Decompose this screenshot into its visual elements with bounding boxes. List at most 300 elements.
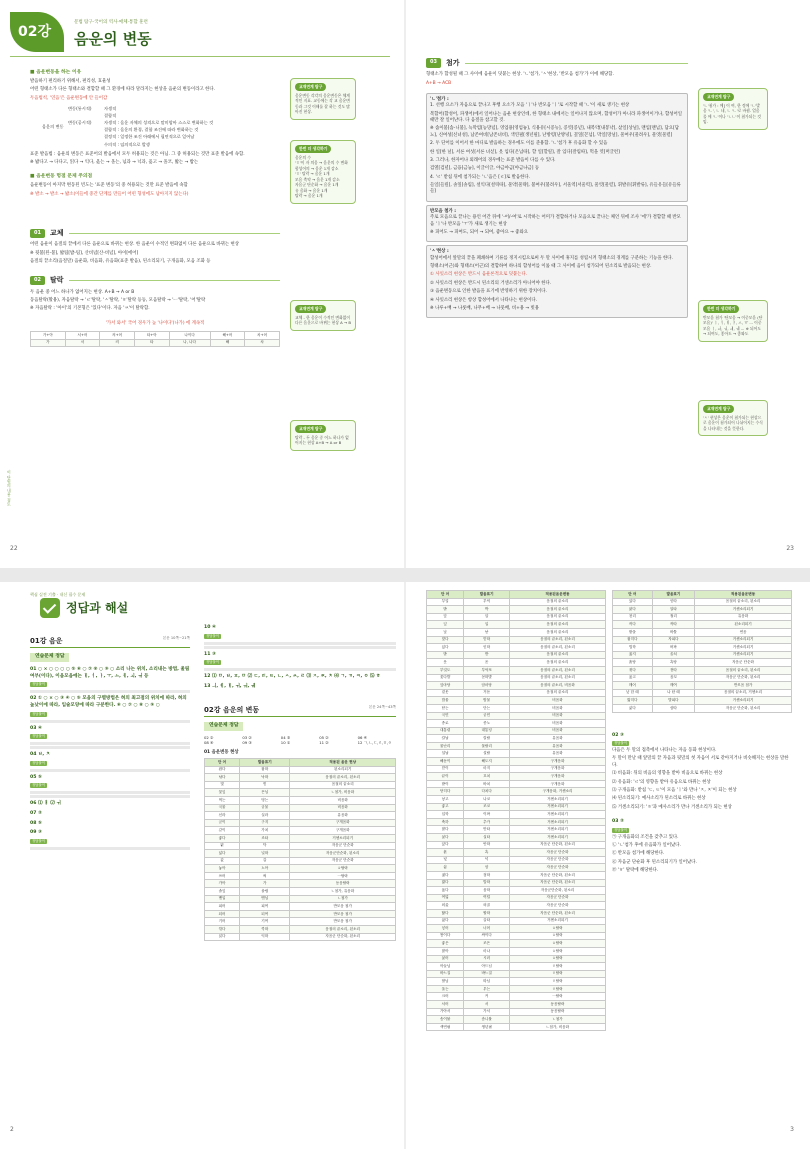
answer-item: 12 ⑴ ㅁ, ㅂ, ㅍ, ㅁ ⑵ ㄷ, ㄸ, ㅌ, ㄴ, ㅅ, ㅆ, ㄹ ⑶ ㅈ, ㅉ, ㅊ ⑷ ㄱ, ㄲ, ㅋ, ㅇ ⑸ ㅎ — [204, 674, 381, 680]
table-cell: 낙따 — [240, 774, 290, 782]
table-cell: 자음군 단순화 — [510, 902, 606, 910]
explanation-tag: 정답풀이 — [614, 741, 628, 746]
table-cell: 생년필 — [464, 1023, 510, 1031]
table-cell: 칼랄 — [464, 735, 510, 743]
explanation-lines — [30, 769, 190, 772]
table-cell: 음절의 끝소리, 된소리 — [695, 666, 792, 674]
table-cell: 음절의 끝소리 — [510, 606, 606, 614]
explanation-lines — [30, 742, 190, 745]
side-note-box — [698, 400, 768, 436]
table-cell: 피어 — [205, 903, 240, 911]
table-cell: 음절의 끝소리, 된소리 — [510, 674, 606, 682]
table-cell: 실라 — [240, 812, 290, 820]
table-row — [427, 636, 606, 644]
table-cell: 구개음화 — [510, 773, 606, 781]
table-cell: ㅎ탈락 — [510, 925, 606, 933]
table-cell: 음절의 끝소리 — [510, 628, 606, 636]
table-cell: 종로 — [427, 720, 464, 728]
table-cell: 거센소리되기 — [510, 818, 606, 826]
grid-answer: 04 ⑤ — [280, 734, 291, 740]
table-cell: 밖 — [427, 606, 464, 614]
table-cell: 넋 — [427, 856, 464, 864]
spread-divider — [0, 568, 810, 582]
table-cell: 아들님 — [427, 963, 464, 971]
table-row — [427, 849, 606, 857]
note-line: 'ㅎ'이 자 의음 → 음운의 수 변화 — [295, 160, 348, 165]
table-row — [427, 985, 606, 993]
table-row — [427, 963, 606, 971]
table-cell: 꼰닙 — [240, 789, 290, 797]
table-cell: 밟다 — [427, 879, 464, 887]
table-cell: 읽다 — [205, 933, 240, 941]
box-line: ② 사잇소리 현상은 반드시 된소리의 거센소리가 아니어야 한다. — [430, 280, 552, 286]
table-cell: 흑탕 — [652, 659, 694, 667]
table-cell: 음절의 끝소리 — [510, 613, 606, 621]
chapter-heading — [204, 705, 396, 717]
table-cell: 솜이불 — [427, 1016, 464, 1024]
box-line: 2. 두 단어를 이어서 한 마디로 발음하는 경우에도 이를 준용함. 'ㄴ'첨가 후 유음화 할 수 있음 — [430, 141, 608, 147]
table-cell: 솜니불 — [464, 1016, 510, 1024]
explanation-line: ⑷ 된소리되기: 예사소리가 된소리로 바뀌는 현상 — [612, 796, 706, 802]
table-row — [427, 1016, 606, 1024]
explanation-tag: 정답풀이 — [614, 827, 628, 832]
table-cell: 부억 — [464, 598, 510, 606]
table-cell: 먹는 — [205, 796, 240, 804]
main-column — [426, 52, 688, 321]
table-cell: 잡다 — [205, 766, 240, 774]
table-cell: 닥 — [240, 842, 290, 850]
box-line: ※ 피어도 → 피여도, 되어 → 되여, 좋아요 → 좋와요 — [430, 229, 528, 235]
table-row — [427, 720, 606, 728]
tree-leaf: 수의적 : 임의적으로 발생 — [104, 141, 150, 147]
table-cell: 비음화 — [510, 720, 606, 728]
checkmark-icon — [40, 598, 60, 618]
answer-item: 03 ④ — [30, 725, 42, 731]
table-cell: 읻따 — [652, 598, 694, 606]
answer-column-1 — [30, 636, 190, 851]
table-cell: 꽃잎 — [205, 789, 240, 797]
note-badge: 한번 더 생각하기 — [703, 305, 739, 313]
side-note-box — [698, 300, 768, 342]
table-cell: 버팍 — [652, 644, 694, 652]
grid-answer: 11 ② — [319, 740, 329, 746]
explanation-tag: 정답풀이 — [32, 783, 46, 788]
table-cell: 읻따 — [464, 644, 510, 652]
box-line: 합성어에서 앞말의 끝을 폐쇄하여 기류를 정지시킴으로써 두 말 사이에 휴지를 성립시켜 형태소의 경계를 구분하는 기능을 한다. — [430, 255, 673, 261]
explanation-lines — [30, 746, 190, 749]
tree-node — [68, 127, 104, 133]
box-line: ※ 나루+배 → 나룻배, 나무+배 → 나뭇배, 비+용 → 빗용 — [430, 305, 539, 311]
answer-item: 02 ③ — [612, 732, 624, 738]
explanation-tag: 정답풀이 — [32, 760, 46, 765]
table-cell: 피여 — [240, 903, 290, 911]
grid-answer: 02 ② — [204, 734, 214, 740]
box-line: 복합어(합성어, 파생어)에서 일어나는 음운 현상인데, 한 형태소 내에서는 일어나지 않으며, 합성어가 아니라 파생어이거나, 합성어일 때만 잘 일어난다. 다 음절을 참고할 것. — [430, 111, 682, 124]
table-cell: 구개음화 — [510, 758, 606, 766]
table-cell: 대통령 — [427, 727, 464, 735]
table-cell: ㄹ탈락 — [510, 978, 606, 986]
table-row — [205, 918, 396, 926]
table-row — [613, 606, 792, 614]
table-row — [427, 841, 606, 849]
table-cell: 마나 — [464, 947, 510, 955]
answer-item: 06 ⑴ ㅐ ⑵ ㅟ — [30, 801, 61, 807]
note-text: 탈락 - 두 음운 중 어느 하나가 없어지는 현상 A+B → A or B — [295, 434, 349, 445]
table-cell: 바느질 — [427, 970, 464, 978]
table-cell: 자음군단순화, 된소리 — [290, 850, 396, 858]
answer-column-right — [612, 590, 792, 877]
table-cell: 맨닙 — [240, 895, 290, 903]
table-cell: 익따 — [240, 933, 290, 941]
table-cell: 된소리되기 — [290, 766, 396, 774]
table-row — [613, 644, 792, 652]
table-cell: 켜+어 — [100, 332, 135, 340]
table-row — [427, 834, 606, 842]
table-cell: 맏이 — [427, 765, 464, 773]
chapter-pages: 본문 10쪽~21쪽 — [162, 636, 190, 640]
table-cell: 거센소리되기 — [290, 834, 396, 842]
table-cell: 맞다 — [427, 636, 464, 644]
note-line: 음운의 수 — [295, 154, 311, 160]
table-row — [427, 712, 606, 720]
chapter-title: 01강 음운 — [30, 637, 63, 645]
table-cell: 같이 — [205, 827, 240, 835]
table-row — [427, 727, 606, 735]
section-number: 03 — [426, 58, 441, 67]
answer-header — [0, 588, 400, 624]
side-note-box — [290, 140, 356, 204]
table-cell: 잡따 — [240, 766, 290, 774]
note-badge: 한번 더 생각하기 — [295, 145, 331, 153]
answer-item: 09 ③ — [30, 830, 42, 836]
table-row — [205, 888, 396, 896]
formula: A+B → ACB — [426, 80, 452, 86]
section-03-bar — [426, 58, 688, 68]
paragraph: 어떤 형태소가 다른 형태소와 결합할 때 그 환경에 따라 달라지는 현상을 음운의 변동이라고 한다. — [30, 87, 215, 93]
page-number: 3 — [790, 1126, 794, 1134]
table-cell: 거센소리되기 — [695, 636, 792, 644]
tree-leaf: 결합적 : 음운의 환경, 결합 조건에 따라 변화하는 것 — [104, 127, 199, 133]
note-badge: 교재연계 탐구 — [703, 93, 734, 101]
table-cell: 마지 — [464, 765, 510, 773]
table-cell: 깍따 — [240, 926, 290, 934]
box-heading: 반모음 첨가 : — [430, 208, 457, 214]
table-row — [205, 857, 396, 865]
table-cell: 빋 — [240, 781, 290, 789]
section-heading: ■ 음운변동 헝점 문제 주의점 — [30, 174, 93, 180]
tree-node: 변동(공시적) — [68, 120, 92, 126]
table-cell: 밭을 — [613, 628, 653, 636]
table-cell: 칼날 — [427, 735, 464, 743]
table-cell: 깨여 — [652, 682, 694, 690]
table-row — [427, 750, 606, 758]
explanation-line: 두 말이 만날 때 앞말의 끝 자음과 뒷말의 첫 자음이 서로 같아지거나 비슷해지는 현상을 말한다. — [612, 756, 789, 768]
table-cell: 가+아 — [31, 332, 66, 340]
table-row — [205, 895, 396, 903]
grid-answer: 03 ② — [242, 734, 252, 740]
table-cell: 자음군 단순화, 된소리 — [510, 871, 606, 879]
table-row — [613, 704, 792, 712]
table-cell: 끌타 — [464, 917, 510, 925]
table-cell: 압 — [464, 613, 510, 621]
table-row — [613, 636, 792, 644]
table-cell: 바치 — [464, 780, 510, 788]
table-cell: 축하 — [427, 818, 464, 826]
n-insertion-box — [426, 93, 688, 202]
table-cell: 차 — [245, 339, 280, 347]
explanation-tag: 정답풀이 — [32, 682, 46, 687]
tree-node — [68, 113, 104, 119]
answer-item: 05 ⑤ — [30, 774, 42, 780]
explanation-tag: 정답풀이 — [206, 660, 220, 665]
table-cell: 이팍 — [464, 811, 510, 819]
explanation-tag: 정답풀이 — [206, 633, 220, 638]
table-cell: 점따 — [464, 871, 510, 879]
table-cell: 입학 — [427, 811, 464, 819]
box-line: 검열[검녈], 금융[금늉], 이글이글, 야금야금[야금냐금] 등 — [430, 166, 540, 172]
table-row — [205, 789, 396, 797]
table-cell: 바틀 — [652, 628, 694, 636]
table-cell: 자음군 단순화, 된소리 — [510, 879, 606, 887]
table-cell: 반모음 첨가 — [290, 903, 396, 911]
table-cell: 가 — [31, 339, 66, 347]
table-column — [426, 590, 606, 1031]
answer-key-spread — [0, 582, 810, 1149]
box-line: ③ 음운변동으로 인한 발음을 표기에 반영하기 위한 장치이다. — [430, 289, 547, 295]
table-row — [427, 1001, 606, 1009]
table-cell: ㅎ탈락 — [510, 932, 606, 940]
explanation-line: ㉢ 반모음 첨가에 해당한다. — [612, 851, 665, 857]
table-cell: 맏따 — [464, 636, 510, 644]
explanation-line: ㉤ 'ㅎ' 탈락에 해당한다. — [612, 868, 659, 874]
answer-page-2 — [0, 582, 404, 1149]
table-cell: 차+어 — [245, 332, 280, 340]
grid-answer: 10 ① — [280, 740, 291, 746]
note-badge: 교재연계 탐구 — [295, 425, 326, 433]
paragraph: 음절의 끝소리(음절말) 음운화, 비음화, 유음화(표준 발음), 된소리되기, 구개음화, 모음 조화 등 — [30, 258, 211, 264]
table-row — [427, 758, 606, 766]
example-line: ※ 뒷불[된-불], 밟팀[밥-팀], 산비념[산-비념], 아이[에어] — [30, 250, 139, 256]
answer-column-2 — [204, 622, 396, 941]
table-row — [427, 932, 606, 940]
table-cell: 가아서 — [427, 1008, 464, 1016]
table-cell: 가아 — [205, 880, 240, 888]
page-23 — [406, 0, 810, 568]
table-row — [427, 659, 606, 667]
tree-node — [68, 142, 104, 148]
answer-item: 13 ㅢ, ㅖ, ㅒ, ㅟ, ㅝ, ㅞ — [204, 683, 256, 689]
table-cell: 자음군 단순화, 된소리 — [510, 909, 606, 917]
table-cell: 부엌 — [427, 598, 464, 606]
classification-tree — [42, 106, 280, 148]
table-row — [427, 788, 606, 796]
table-cell: 물랄리 — [464, 742, 510, 750]
column-header: 적용된음운변동 — [695, 591, 792, 599]
table-cell: 국물 — [205, 804, 240, 812]
highlight-text: ※ 발소 → 발소 → 밟소(이들에 중간 단계를 만들어 어떤 형성에도 남아지지 않는다) — [30, 191, 189, 197]
table-cell: 서어 — [427, 1001, 464, 1009]
table-cell: 넓다 — [205, 850, 240, 858]
section-heading: ■ 음운변동을 하는 이유 — [30, 70, 82, 75]
banner-rule — [10, 56, 390, 57]
side-note-box — [290, 78, 356, 120]
table-cell: ㄴ첨가, 비음화 — [290, 789, 396, 797]
table-cell: 조은 — [464, 940, 510, 948]
table-cell: 좋고 — [427, 803, 464, 811]
tree-root: 음운의 변동 — [42, 123, 64, 129]
table-cell: 서+어 — [65, 332, 100, 340]
table-cell: 해 — [210, 339, 245, 347]
grid-answer: 06 ④ — [357, 734, 368, 740]
table-cell: ㄴ첨가, 유음화 — [290, 888, 396, 896]
table-row — [205, 865, 396, 873]
table-cell: 자피다 — [652, 636, 694, 644]
table-cell: 갑 — [240, 857, 290, 865]
table-row — [427, 856, 606, 864]
page-number: 23 — [786, 545, 794, 553]
table-row — [205, 903, 396, 911]
table-cell: 박 — [464, 606, 510, 614]
table-cell: 옫 — [464, 659, 510, 667]
note-badge: 교재연계 탐구 — [295, 305, 326, 313]
example-line: ※ 자음탈락 : '아이'의 기본형은 '있다'이다. 자음 'ㅆ'이 탈락함. — [30, 306, 150, 312]
table-cell: 구개음화 — [510, 765, 606, 773]
table-cell: 앞 — [427, 613, 464, 621]
table-cell: 읊다 — [427, 887, 464, 895]
paragraph: 어떤 음운이 음절의 끝에서 다른 음운으로 바뀌는 현상. 한 음운이 수적인 변화없이 다른 음운으로 바뀌는 현상 — [30, 242, 239, 248]
table-cell: 음절의 끝소리 — [510, 689, 606, 697]
table-cell: 싫다 — [427, 834, 464, 842]
table-cell: 궁민 — [464, 712, 510, 720]
table-cell: 입 — [464, 621, 510, 629]
answer-item: 10 ④ — [204, 625, 216, 630]
table-cell: 외곬 — [427, 902, 464, 910]
table-cell: 밥물 — [427, 697, 464, 705]
section-01-bar — [30, 228, 280, 238]
section-rule — [69, 280, 281, 281]
table-cell: 자음군 단순화 — [510, 864, 606, 872]
table-cell: 낮 한 때 — [613, 689, 653, 697]
explanation-lines — [30, 847, 190, 850]
table-cell: 낟 — [464, 628, 510, 636]
paragraph: 두 음운 중 어느 하나가 없어지는 현상. A+B → A or B — [30, 289, 135, 295]
table-cell: 유음화 — [510, 735, 606, 743]
section-rule — [465, 63, 689, 64]
table-row — [205, 827, 396, 835]
table-cell: 법학 — [613, 644, 653, 652]
table-cell: 구개음화 — [510, 780, 606, 788]
table-cell: 되여 — [240, 910, 290, 918]
table-row — [427, 606, 606, 614]
table-cell: 가 — [240, 880, 290, 888]
section-number: 01 — [30, 229, 45, 238]
explanation-lines — [204, 646, 396, 649]
table-cell: 거센소리되기 — [695, 651, 792, 659]
table-cell: 물난리 — [427, 742, 464, 750]
box-heading: 'ㄴ'첨가 : — [430, 96, 449, 102]
table-cell: 많다 — [427, 826, 464, 834]
answer-item: 03 ② — [612, 819, 624, 825]
table-cell: 기여 — [240, 918, 290, 926]
table-cell: 대통녕 — [464, 727, 510, 735]
grid-answer: 08 ⑥ — [204, 740, 214, 746]
table-cell: 자음군 단순화 — [695, 659, 792, 667]
table-cell: 자음군 단순화 — [290, 842, 396, 850]
section-title: 교체 — [49, 229, 64, 238]
table-cell: ㅎ탈락 — [290, 865, 396, 873]
column-header: 적용된음운변동 — [510, 591, 606, 599]
table-cell: 반모음 첨가 — [290, 918, 396, 926]
table-cell: 거센소리되기 — [695, 697, 792, 705]
phonology-table — [204, 758, 396, 941]
table-cell: 동음탈락 — [510, 1008, 606, 1016]
table-cell: 읊고 — [613, 674, 653, 682]
table-cell: 자음군 단순화, 된소리 — [290, 933, 396, 941]
table-cell: 천리 — [613, 613, 653, 621]
table-cell: 추카 — [464, 818, 510, 826]
explanation-tag: 정답풀이 — [32, 711, 46, 716]
table-row — [613, 628, 792, 636]
box-line: 1. 선행 요소가 자음으로 끝나고 후행 요소가 모음 'ㅣ'나 반모음 'ㅣ'로 시작할 때 'ㄴ'이 새로 생기는 현상 — [430, 103, 630, 109]
table-cell: 울는 — [427, 985, 464, 993]
table-row — [427, 925, 606, 933]
table-cell: 널따 — [240, 850, 290, 858]
table-cell: 외골 — [464, 902, 510, 910]
table-cell: 거센소리되기 — [510, 834, 606, 842]
table-cell: 거센소리되기 — [510, 826, 606, 834]
table-cell: 거센소리되기 — [510, 796, 606, 804]
note-line: 자음군 단순화 → 음운 1개 — [295, 182, 339, 187]
table-cell: 거센소리되기 — [510, 803, 606, 811]
table-cell: 궁물 — [240, 804, 290, 812]
s-phenomenon-box — [426, 245, 688, 318]
explanation-lines — [30, 795, 190, 798]
table-cell: 자음군 단순화, 된소리 — [695, 674, 792, 682]
table-row — [613, 697, 792, 705]
table-cell: 거센소리되기 — [510, 811, 606, 819]
table-cell: 낳고 — [427, 796, 464, 804]
table-cell: 비음화 — [510, 727, 606, 735]
table-cell: 자음군 단순화 — [510, 849, 606, 857]
example-line: ※ 밟다고 → 다다고, 읽다 → 익다, 옳는 → 올는, 넋과 → 넉과, 옳고 → 올코, 밟는 → 밥는 — [30, 160, 199, 166]
box-line: 4. 'ㄹ' 받침 뒤에 첨가되는 'ㄴ'음은 [ㄹ]로 발음한다. — [430, 174, 530, 180]
table-cell: 잎 — [427, 621, 464, 629]
table-cell: 삶 — [427, 864, 464, 872]
paragraph: 음운변동이 아지막 변동된 빈도는 '표준 변동'의 중 허용되는 것만 표준 발음에 속함 — [30, 183, 188, 189]
table-cell: 음절의 끝소리 — [510, 598, 606, 606]
table-row — [427, 780, 606, 788]
answer-grid — [204, 735, 396, 746]
table-cell: 낚다 — [205, 774, 240, 782]
column-header: 단 어 — [427, 591, 464, 599]
table-cell: ㄹ탈락 — [510, 985, 606, 993]
table-cell: ㄴ첨가 — [290, 895, 396, 903]
contraction-table — [30, 331, 280, 347]
table-cell: 솔잎 — [205, 888, 240, 896]
explanation-line: ㉠ 구개음화의 조건을 갖추고 있다. — [612, 834, 679, 840]
subheading: 연습문제 정답 — [204, 722, 243, 731]
table-cell: 자음군 단순화, 된소리 — [695, 704, 792, 712]
table-cell: 연음 — [695, 628, 792, 636]
explanation-tag: 정답풀이 — [32, 734, 46, 739]
explanation-line: ㉡ 'ㄴ'첨가 후에 유음화가 일어났다. — [612, 843, 681, 849]
table-cell: 음절의 끝소리, 거센소리 — [695, 689, 792, 697]
table-row — [205, 796, 396, 804]
table-cell: 값 — [205, 857, 240, 865]
table-cell: 끓다 — [427, 917, 464, 925]
table-cell: 비음화 — [290, 796, 396, 804]
table-cell: 발피다 — [652, 697, 694, 705]
